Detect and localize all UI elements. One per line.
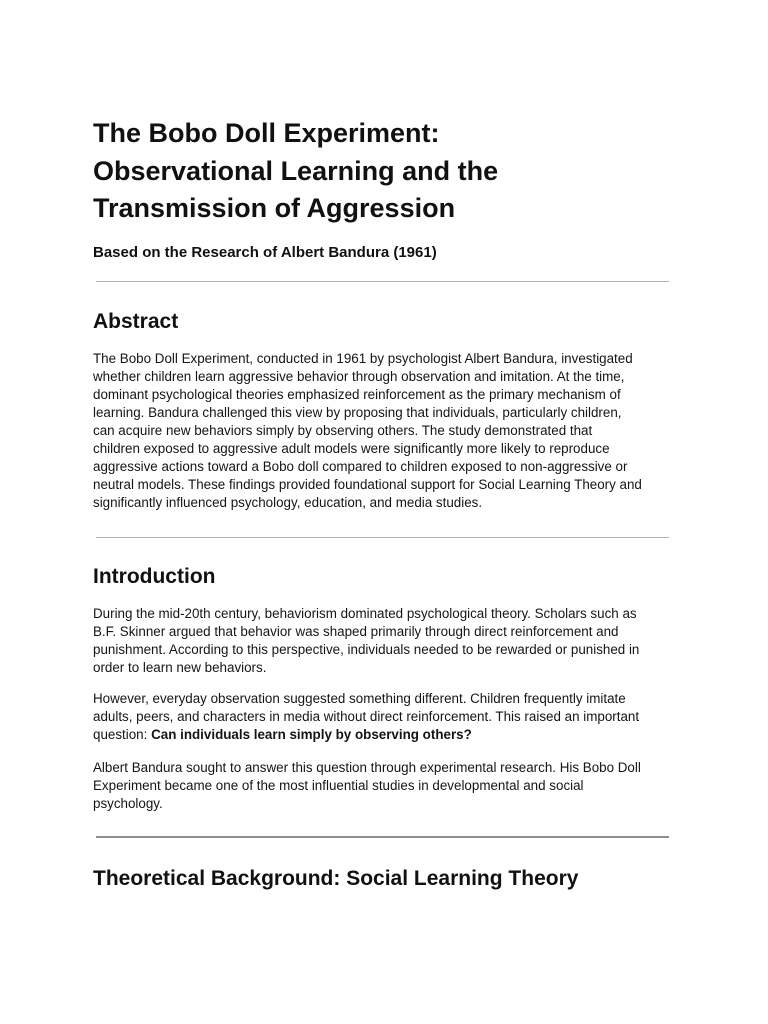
title-line: Observational Learning and the: [93, 155, 499, 186]
section-divider: [96, 836, 669, 838]
text-line: Albert Bandura sought to answer this question through experimental research. His Bobo Doll: [93, 760, 641, 775]
text-line: During the mid-20th century, behaviorism dominated psychological theory. Scholars such as: [93, 606, 637, 621]
text-line: Experiment became one of the most influential studies in developmental and social: [93, 778, 584, 793]
text-line: The Bobo Doll Experiment, conducted in 1961 by psychologist Albert Bandura, investigated: [93, 351, 633, 366]
text-line: whether children learn aggressive behavior through observation and imitation. At the time,: [93, 369, 625, 384]
section-divider: [96, 281, 669, 282]
abstract-paragraph: [93, 350, 642, 512]
text-line: punishment. According to this perspective, individuals needed to be rewarded or punished in: [93, 642, 640, 657]
text-fragment: question:: [93, 727, 152, 742]
text-line: order to learn new behaviors.: [93, 660, 267, 675]
text-line: neutral models. These findings provided foundational support for Social Learning Theory and: [93, 477, 642, 492]
document-title: [93, 115, 677, 228]
introduction-paragraph-2: [93, 690, 639, 744]
abstract-heading: Abstract: [93, 310, 179, 333]
title-line: The Bobo Doll Experiment:: [93, 118, 440, 148]
introduction-heading: Introduction: [93, 565, 216, 588]
text-line: children exposed to aggressive adult models were significantly more likely to reproduce: [93, 441, 610, 456]
text-line: However, everyday observation suggested something different. Children frequently imitate: [93, 691, 626, 706]
key-question: Can individuals learn simply by observing others?: [151, 727, 472, 742]
text-line: aggressive actions toward a Bobo doll compared to children exposed to non-aggressive or: [93, 459, 628, 474]
text-line: psychology.: [93, 796, 163, 811]
text-line: significantly influenced psychology, education, and media studies.: [93, 495, 483, 510]
text-line-with-question: [93, 726, 639, 744]
text-line: B.F. Skinner argued that behavior was shaped primarily through direct reinforcement and: [93, 624, 619, 639]
text-line: can acquire new behaviors simply by observing others. The study demonstrated that: [93, 423, 593, 438]
introduction-paragraph-3: [93, 759, 641, 813]
text-line: dominant psychological theories emphasized reinforcement as the primary mechanism of: [93, 387, 621, 402]
text-line: adults, peers, and characters in media without direct reinforcement. This raised an important: [93, 709, 640, 724]
introduction-paragraph-1: [93, 605, 639, 677]
title-line: Transmission of Aggression: [93, 193, 456, 223]
document-subtitle: Based on the Research of Albert Bandura (1961): [93, 244, 437, 261]
text-line: learning. Bandura challenged this view by proposing that individuals, particularly children,: [93, 405, 622, 420]
theory-heading: Theoretical Background: Social Learning Theory: [93, 867, 579, 890]
section-divider: [96, 537, 669, 538]
